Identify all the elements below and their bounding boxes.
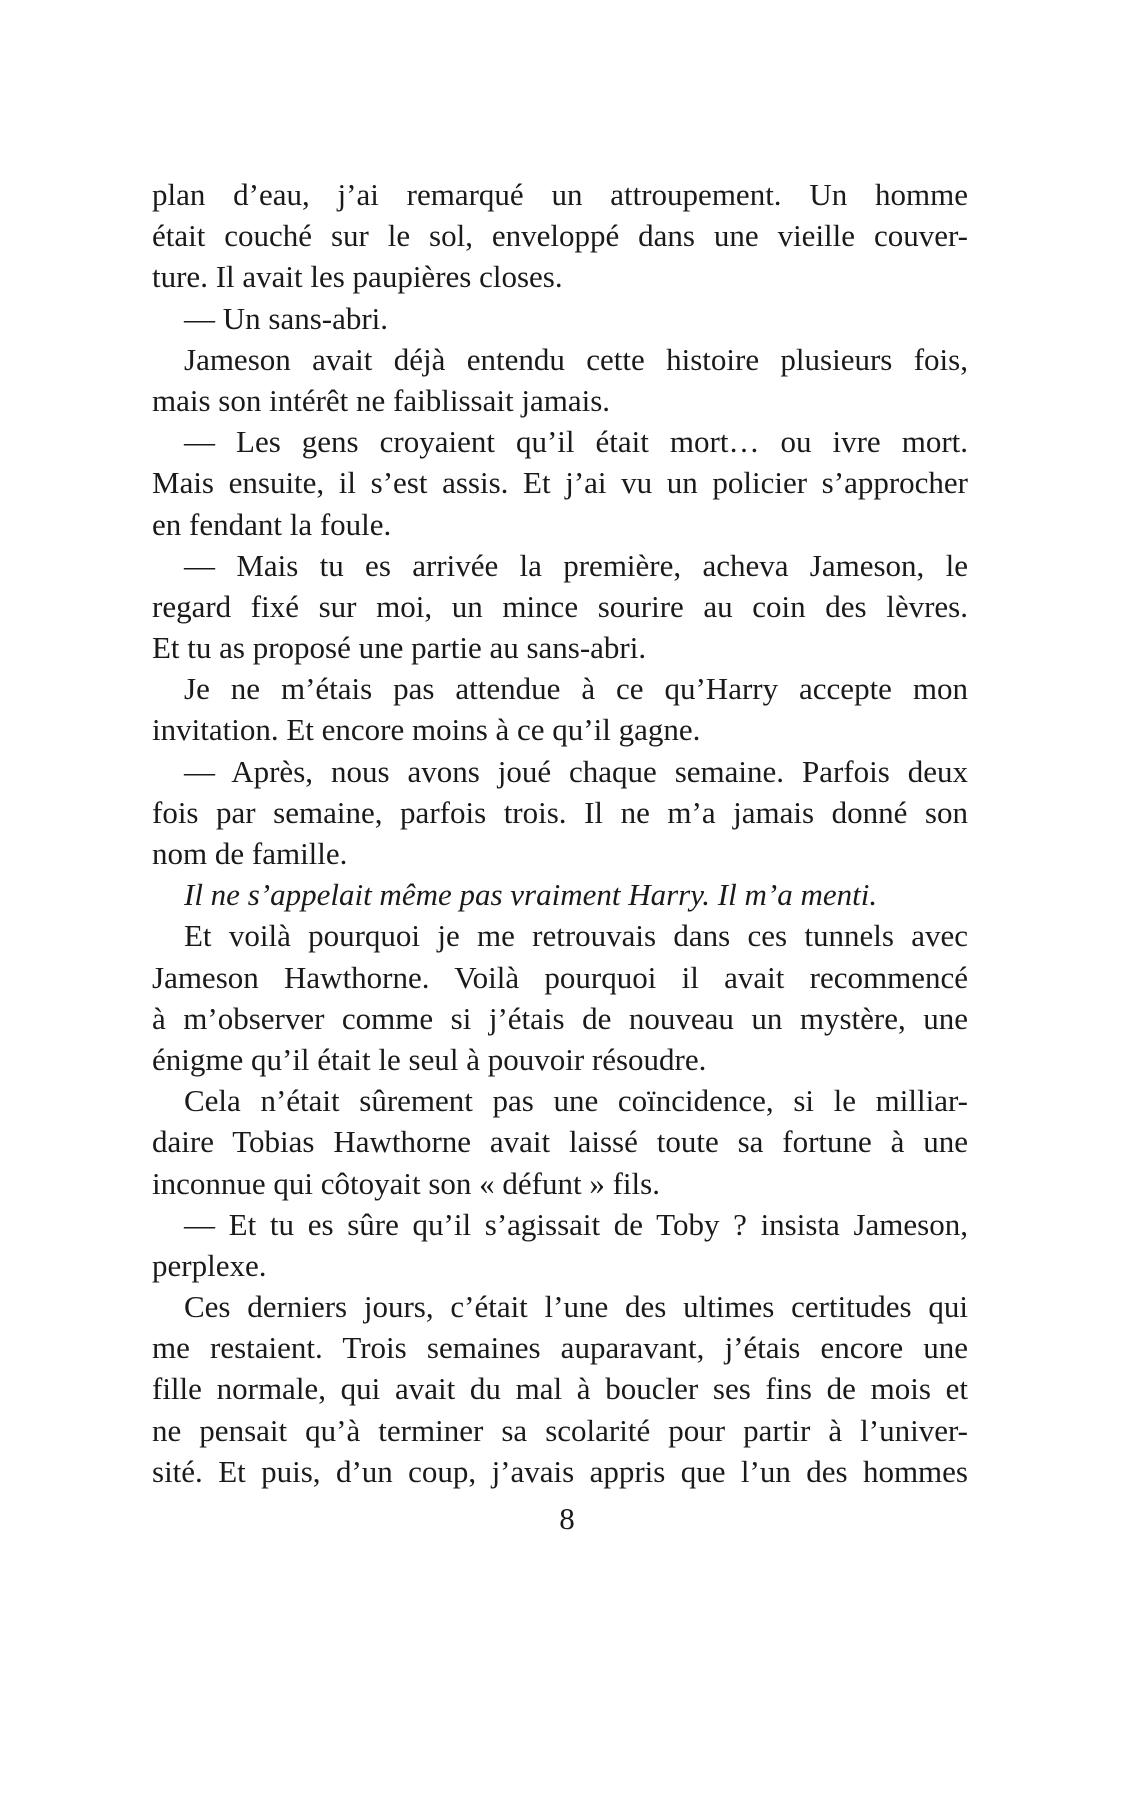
text-line: à m’observer comme si j’étais de nouveau un mystère, une — [152, 1000, 968, 1036]
dialogue-line: — Les gens croyaient qu’il était mort… ou ivre mort. — [184, 424, 968, 460]
text-line: inconnue qui côtoyait son « défunt » fils. — [152, 1165, 660, 1201]
text-line: Et tu as proposé une partie au sans-abri. — [152, 630, 647, 666]
dialogue-line: — Un sans-abri. — [184, 300, 389, 336]
text-line: Mais ensuite, il s’est assis. Et j’ai vu un policier s’approcher — [152, 465, 968, 501]
text-line: Ces derniers jours, c’était l’une des ultimes certitudes qui — [184, 1289, 968, 1325]
text-line: invitation. Et encore moins à ce qu’il gagne. — [152, 712, 701, 748]
text-line: ture. Il avait les paupières closes. — [152, 259, 563, 295]
text-line: Jameson avait déjà entendu cette histoire plusieurs fois, — [184, 341, 968, 377]
text-line: énigme qu’il était le seul à pouvoir résoudre. — [152, 1041, 707, 1077]
text-line: en fendant la foule. — [152, 506, 392, 542]
text-line: ne pensait qu’à terminer sa scolarité pour partir à l’univer- — [152, 1412, 968, 1448]
text-line: perplexe. — [152, 1247, 267, 1283]
text-line: fille normale, qui avait du mal à boucler ses fins de mois et — [152, 1371, 968, 1407]
text-line: Jameson Hawthorne. Voilà pourquoi il avait recommencé — [152, 959, 968, 995]
dialogue-line: — Mais tu es arrivée la première, acheva Jameson, le — [184, 547, 968, 583]
text-line: Je ne m’étais pas attendue à ce qu’Harry accepte mon — [184, 671, 968, 707]
text-line: Et voilà pourquoi je me retrouvais dans ces tunnels avec — [184, 918, 968, 954]
dialogue-line: — Et tu es sûre qu’il s’agissait de Toby ? insista Jameson, — [184, 1206, 968, 1242]
page-number: 8 — [559, 1501, 575, 1536]
text-line: regard fixé sur moi, un mince sourire au coin des lèvres. — [152, 588, 968, 624]
dialogue-line: — Après, nous avons joué chaque semaine. Parfois deux — [184, 753, 968, 789]
text-line: nom de famille. — [152, 836, 348, 871]
text-line: était couché sur le sol, enveloppé dans une vieille couver- — [152, 218, 968, 254]
text-line: plan d’eau, j’ai remarqué un attroupement. Un homme — [152, 177, 968, 212]
body-text — [152, 174, 968, 1492]
text-line: daire Tobias Hawthorne avait laissé toute sa fortune à une — [152, 1124, 968, 1160]
text-line: me restaient. Trois semaines auparavant, j’étais encore une — [152, 1330, 968, 1366]
text-line: fois par semaine, parfois trois. Il ne m’a jamais donné son — [152, 794, 968, 830]
italic-thought-line: Il ne s’appelait même pas vraiment Harry. Il m’a menti. — [184, 877, 878, 913]
text-line: sité. Et puis, d’un coup, j’avais appris que l’un des hommes — [152, 1453, 968, 1489]
text-line: Cela n’était sûrement pas une coïncidence, si le milliar- — [184, 1083, 968, 1119]
text-line: mais son intérêt ne faiblissait jamais. — [152, 382, 611, 418]
